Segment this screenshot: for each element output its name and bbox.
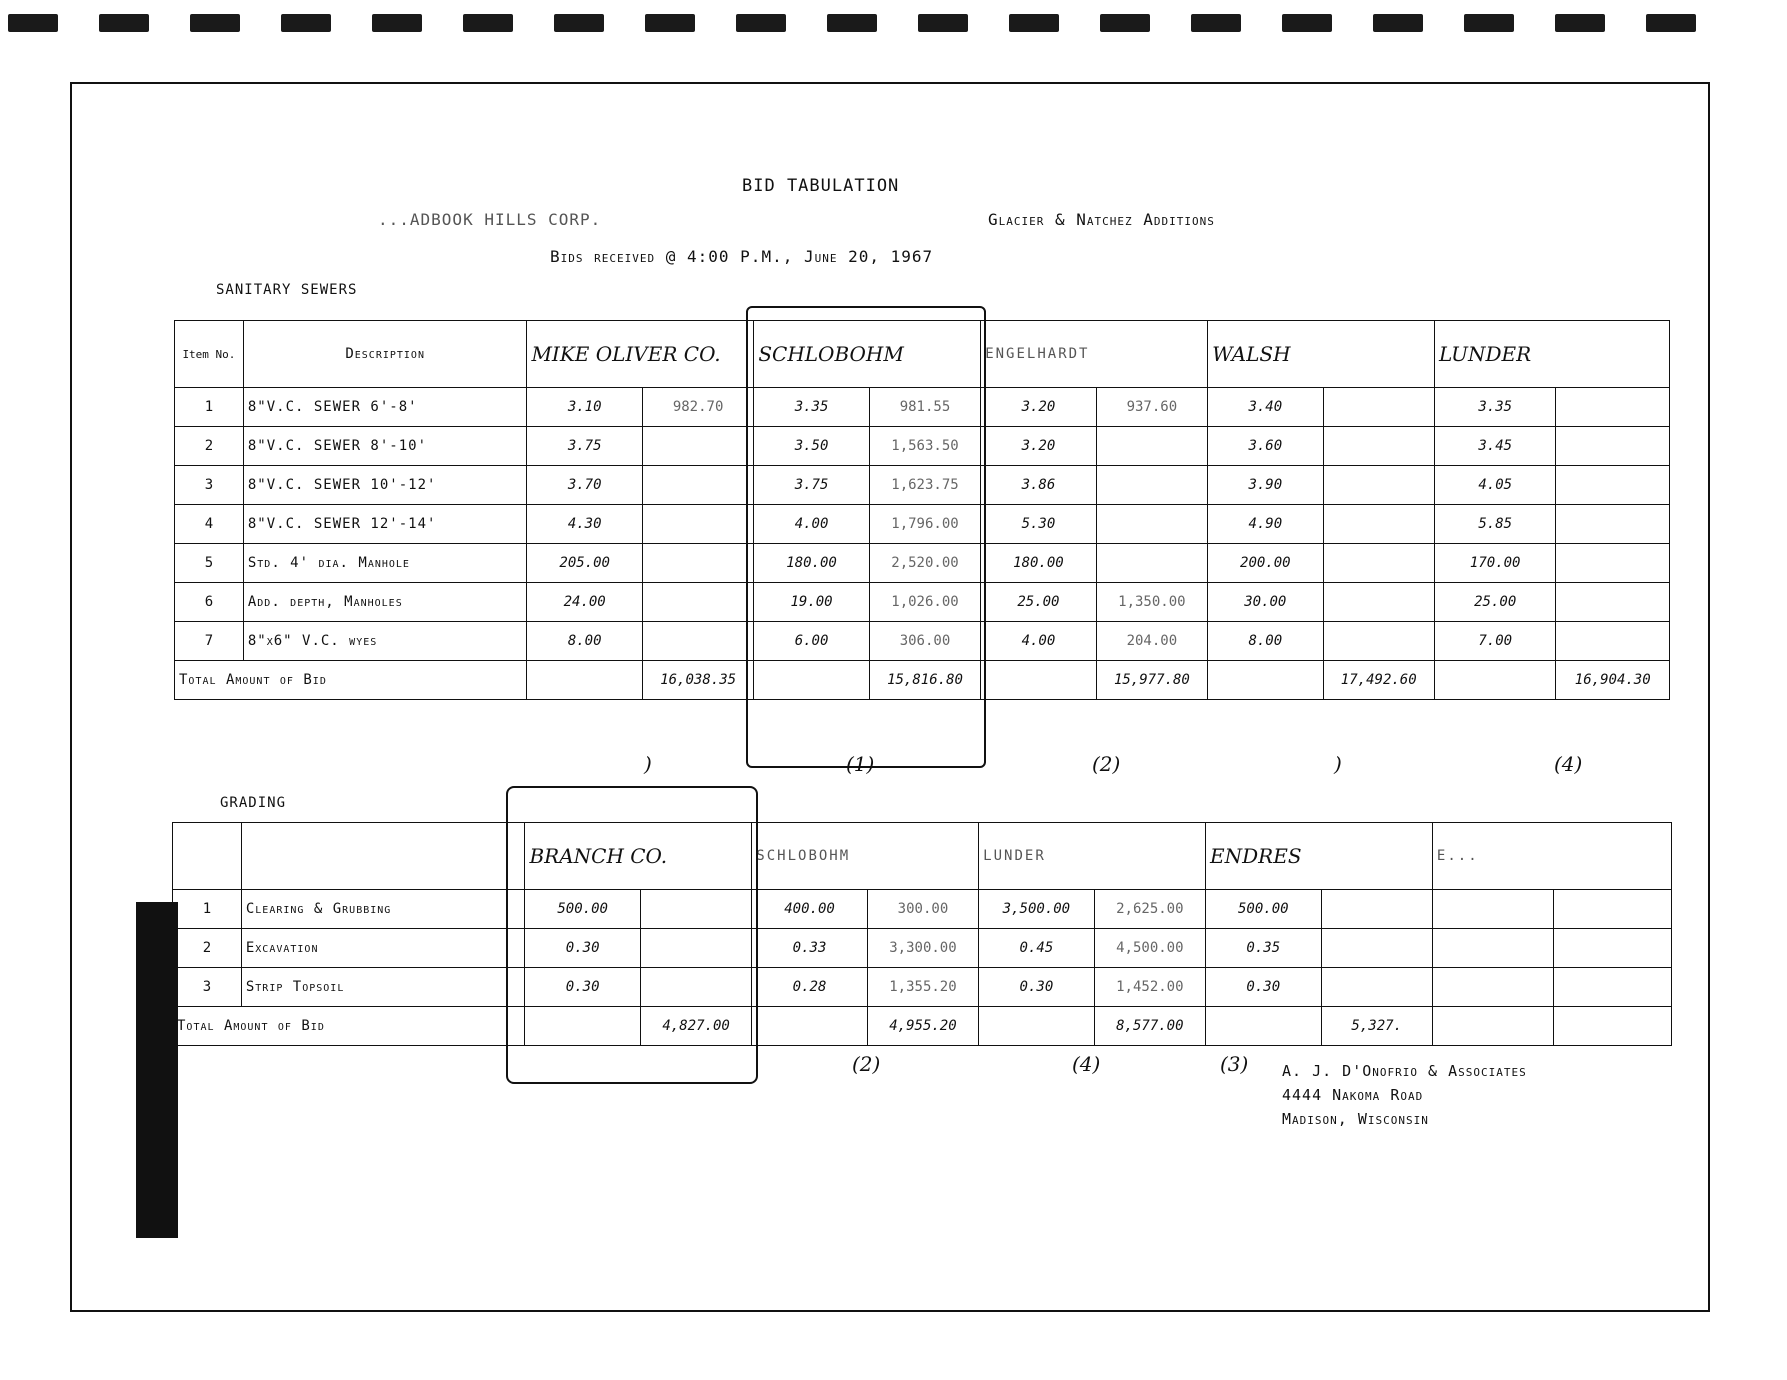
extended-amount: 2,625.00 — [1094, 890, 1205, 929]
extended-amount — [1323, 544, 1434, 583]
project-name: Glacier & Natchez Additions — [988, 210, 1215, 229]
rank-mark: (3) — [1220, 1052, 1249, 1076]
unit-price: 7.00 — [1434, 622, 1556, 661]
extended-amount: 981.55 — [869, 388, 980, 427]
perforation-hole — [372, 14, 422, 32]
unit-price: 3.45 — [1434, 427, 1556, 466]
page-title: BID TABULATION — [742, 176, 900, 196]
extended-amount: 1,796.00 — [869, 505, 980, 544]
total-amount: 16,904.30 — [1556, 661, 1670, 700]
firm-name: A. J. D'Onofrio & Associates — [1282, 1062, 1527, 1080]
item-no-header: Item No. — [175, 321, 244, 388]
extended-amount: 1,623.75 — [869, 466, 980, 505]
selected-bid-box-sewers — [746, 306, 986, 768]
unit-price: 0.30 — [525, 968, 640, 1007]
unit-price: 200.00 — [1208, 544, 1323, 583]
item-no-header — [173, 823, 242, 890]
rank-mark: (2) — [1092, 752, 1121, 776]
total-amount: 8,577.00 — [1094, 1007, 1205, 1046]
rank-mark: ) — [644, 752, 652, 776]
unit-price: 4.00 — [754, 505, 869, 544]
item-number: 2 — [175, 427, 244, 466]
extended-amount — [1556, 505, 1670, 544]
unit-price: 5.85 — [1434, 505, 1556, 544]
unit-price: 4.05 — [1434, 466, 1556, 505]
table-row — [173, 890, 1672, 929]
unit-price: 3.50 — [754, 427, 869, 466]
unit-price: 180.00 — [754, 544, 869, 583]
perforation-hole — [190, 14, 240, 32]
extended-amount — [1554, 929, 1672, 968]
total-row — [173, 1007, 1672, 1046]
item-description: Clearing & Grubbing — [241, 890, 525, 929]
unit-price: 500.00 — [525, 890, 640, 929]
received-line: Bids received @ 4:00 P.M., June 20, 1967 — [550, 247, 934, 266]
perforation-hole — [99, 14, 149, 32]
bidder-name: MIKE OLIVER CO. — [527, 321, 754, 388]
extended-amount: 937.60 — [1096, 388, 1207, 427]
item-description: Std. 4' dia. Manhole — [243, 544, 527, 583]
extended-amount: 982.70 — [642, 388, 753, 427]
extended-amount: 2,520.00 — [869, 544, 980, 583]
perforation-hole — [281, 14, 331, 32]
unit-price: 3.86 — [981, 466, 1096, 505]
unit-price: 3.20 — [981, 388, 1096, 427]
unit-price: 3.60 — [1208, 427, 1323, 466]
rank-mark: (1) — [846, 752, 875, 776]
total-amount: 15,977.80 — [1096, 661, 1207, 700]
perforation-hole — [736, 14, 786, 32]
extended-amount — [1323, 427, 1434, 466]
unit-price: 25.00 — [1434, 583, 1556, 622]
item-description: Add. depth, Manholes — [243, 583, 527, 622]
rank-mark: (4) — [1072, 1052, 1101, 1076]
item-description: 8"V.C. SEWER 10'-12' — [243, 466, 527, 505]
extended-amount — [1321, 929, 1432, 968]
perforation-hole — [645, 14, 695, 32]
extended-amount: 1,452.00 — [1094, 968, 1205, 1007]
unit-price: 3.75 — [527, 427, 642, 466]
total-amount: 4,955.20 — [867, 1007, 978, 1046]
bidder-name: ENGELHARDT — [981, 321, 1208, 388]
perforation-hole — [827, 14, 877, 32]
extended-amount — [642, 583, 753, 622]
extended-amount — [642, 466, 753, 505]
item-description: Strip Topsoil — [241, 968, 525, 1007]
perforation-hole — [1009, 14, 1059, 32]
bidder-name: SCHLOBOHM — [752, 823, 979, 890]
unit-price: 0.30 — [1206, 968, 1321, 1007]
unit-price: 4.00 — [981, 622, 1096, 661]
firm-street: 4444 Nakoma Road — [1282, 1086, 1424, 1104]
bidder-name: WALSH — [1208, 321, 1435, 388]
extended-amount: 300.00 — [867, 890, 978, 929]
unit-price: 400.00 — [752, 890, 867, 929]
unit-price: 25.00 — [981, 583, 1096, 622]
unit-price: 19.00 — [754, 583, 869, 622]
rank-mark: ) — [1334, 752, 1342, 776]
unit-price: 205.00 — [527, 544, 642, 583]
unit-price: 3.40 — [1208, 388, 1323, 427]
extended-amount — [1556, 622, 1670, 661]
section-label-grading: GRADING — [220, 795, 287, 811]
unit-price: 3.35 — [754, 388, 869, 427]
bidder-name: LUNDER — [979, 823, 1206, 890]
extended-amount: 306.00 — [869, 622, 980, 661]
total-spacer — [1434, 661, 1556, 700]
item-description: 8"V.C. SEWER 6'-8' — [243, 388, 527, 427]
unit-price: 3.90 — [1208, 466, 1323, 505]
unit-price: 0.28 — [752, 968, 867, 1007]
item-number: 6 — [175, 583, 244, 622]
table-row — [173, 929, 1672, 968]
perforation-hole — [463, 14, 513, 32]
extended-amount — [1556, 583, 1670, 622]
extended-amount — [1554, 890, 1672, 929]
total-spacer — [1206, 1007, 1321, 1046]
extended-amount — [1556, 427, 1670, 466]
unit-price: 3,500.00 — [979, 890, 1094, 929]
extended-amount — [642, 622, 753, 661]
bidder-name: BRANCH CO. — [525, 823, 752, 890]
unit-price: 3.35 — [1434, 388, 1556, 427]
rank-mark: (4) — [1554, 752, 1583, 776]
unit-price: 6.00 — [754, 622, 869, 661]
bidder-name: ENDRES — [1206, 823, 1433, 890]
extended-amount — [1323, 622, 1434, 661]
total-amount: 5,327. — [1321, 1007, 1432, 1046]
extended-amount — [1323, 388, 1434, 427]
extended-amount — [1321, 890, 1432, 929]
item-number: 1 — [173, 890, 242, 929]
firm-city: Madison, Wisconsin — [1282, 1110, 1429, 1128]
perforation-hole — [1646, 14, 1696, 32]
extended-amount: 3,300.00 — [867, 929, 978, 968]
extended-amount: 1,350.00 — [1096, 583, 1207, 622]
extended-amount — [1096, 466, 1207, 505]
rank-mark: (2) — [852, 1052, 881, 1076]
unit-price: 0.30 — [525, 929, 640, 968]
section-label-sewers: SANITARY SEWERS — [216, 282, 358, 298]
unit-price: 3.20 — [981, 427, 1096, 466]
extended-amount — [1323, 466, 1434, 505]
bidder-name: E... — [1432, 823, 1671, 890]
perforation-hole — [554, 14, 604, 32]
unit-price: 3.70 — [527, 466, 642, 505]
bidder-name: SCHLOBOHM — [754, 321, 981, 388]
unit-price: 3.10 — [527, 388, 642, 427]
unit-price — [1432, 890, 1554, 929]
unit-price: 3.75 — [754, 466, 869, 505]
grading-header-row — [173, 823, 1672, 890]
description-header: Description — [243, 321, 527, 388]
extended-amount: 1,355.20 — [867, 968, 978, 1007]
unit-price: 24.00 — [527, 583, 642, 622]
selected-bid-box-grading — [506, 786, 758, 1084]
extended-amount — [1323, 583, 1434, 622]
unit-price: 4.30 — [527, 505, 642, 544]
perforation-hole — [1100, 14, 1150, 32]
unit-price: 4.90 — [1208, 505, 1323, 544]
extended-amount — [1096, 505, 1207, 544]
grading-bid-table — [172, 822, 1672, 1046]
extended-amount — [1556, 466, 1670, 505]
extended-amount — [1096, 544, 1207, 583]
perforation-hole — [1191, 14, 1241, 32]
unit-price: 0.35 — [1206, 929, 1321, 968]
table-row — [173, 968, 1672, 1007]
item-number: 1 — [175, 388, 244, 427]
extended-amount — [1321, 968, 1432, 1007]
item-description: 8"x6" V.C. wyes — [243, 622, 527, 661]
perforation-hole — [8, 14, 58, 32]
perforation-hole — [918, 14, 968, 32]
item-description: 8"V.C. SEWER 12'-14' — [243, 505, 527, 544]
item-number: 4 — [175, 505, 244, 544]
item-number: 3 — [173, 968, 242, 1007]
extended-amount — [1323, 505, 1434, 544]
extended-amount — [1556, 388, 1670, 427]
total-amount: 16,038.35 — [642, 661, 753, 700]
total-label: Total Amount of Bid — [175, 661, 527, 700]
bidder-name: LUNDER — [1434, 321, 1669, 388]
unit-price: 30.00 — [1208, 583, 1323, 622]
total-spacer — [1432, 1007, 1554, 1046]
extended-amount — [1554, 968, 1672, 1007]
total-amount: 4,827.00 — [640, 1007, 751, 1046]
total-spacer — [527, 661, 642, 700]
total-amount — [1554, 1007, 1672, 1046]
extended-amount — [642, 544, 753, 583]
total-amount: 17,492.60 — [1323, 661, 1434, 700]
client-name: ...ADBOOK HILLS CORP. — [378, 210, 602, 229]
perforation-hole — [1373, 14, 1423, 32]
unit-price — [1432, 968, 1554, 1007]
total-amount: 15,816.80 — [869, 661, 980, 700]
unit-price: 180.00 — [981, 544, 1096, 583]
extended-amount — [642, 505, 753, 544]
item-description: Excavation — [241, 929, 525, 968]
total-spacer — [981, 661, 1096, 700]
unit-price: 170.00 — [1434, 544, 1556, 583]
extended-amount — [642, 427, 753, 466]
unit-price: 8.00 — [527, 622, 642, 661]
unit-price — [1432, 929, 1554, 968]
perforation-hole — [1464, 14, 1514, 32]
unit-price: 8.00 — [1208, 622, 1323, 661]
extended-amount — [1096, 427, 1207, 466]
unit-price: 0.45 — [979, 929, 1094, 968]
extended-amount — [1556, 544, 1670, 583]
item-number: 2 — [173, 929, 242, 968]
perforation-hole — [1555, 14, 1605, 32]
item-number: 3 — [175, 466, 244, 505]
total-spacer — [1208, 661, 1323, 700]
item-description: 8"V.C. SEWER 8'-10' — [243, 427, 527, 466]
extended-amount: 1,563.50 — [869, 427, 980, 466]
unit-price: 500.00 — [1206, 890, 1321, 929]
extended-amount: 4,500.00 — [1094, 929, 1205, 968]
unit-price: 0.30 — [979, 968, 1094, 1007]
description-header — [241, 823, 525, 890]
extended-amount: 1,026.00 — [869, 583, 980, 622]
perforation-hole — [1282, 14, 1332, 32]
item-number: 7 — [175, 622, 244, 661]
total-spacer — [979, 1007, 1094, 1046]
total-spacer — [752, 1007, 867, 1046]
item-number: 5 — [175, 544, 244, 583]
unit-price: 5.30 — [981, 505, 1096, 544]
extended-amount: 204.00 — [1096, 622, 1207, 661]
total-label: Total Amount of Bid — [173, 1007, 525, 1046]
unit-price: 0.33 — [752, 929, 867, 968]
perforation-strip — [8, 14, 1768, 34]
